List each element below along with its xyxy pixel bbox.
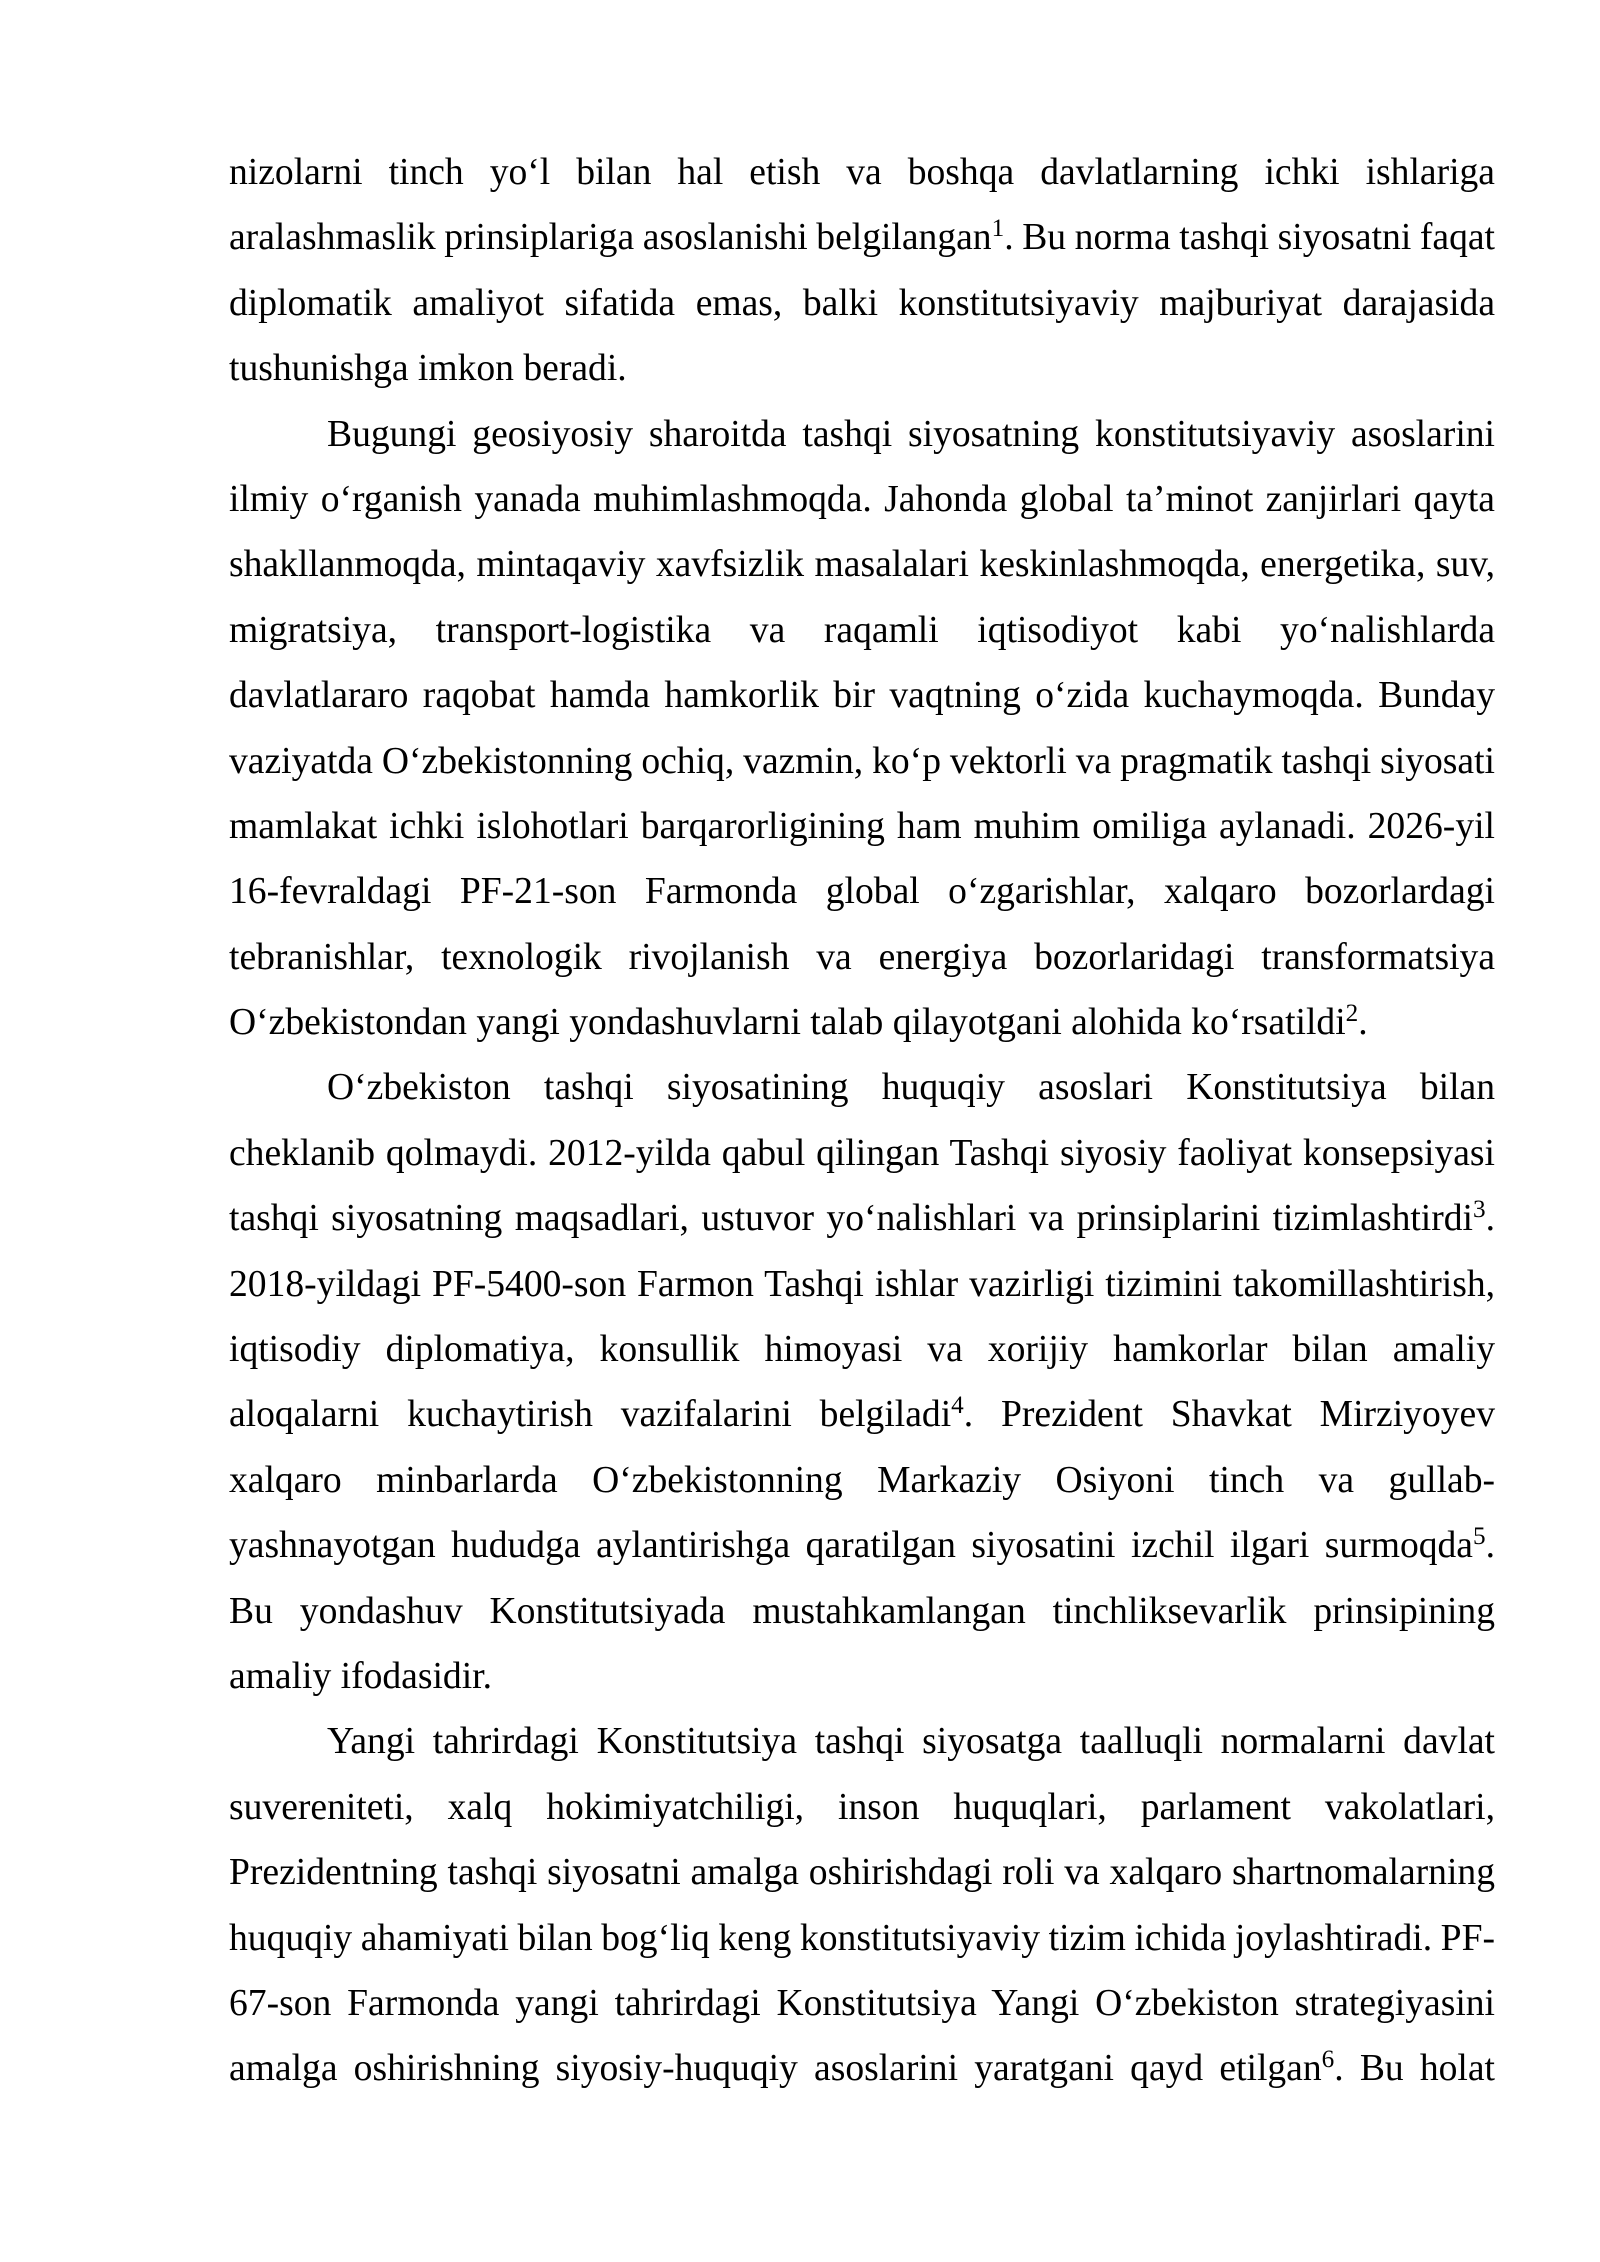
text-line <box>229 1252 1495 1317</box>
text-run: . <box>1358 1002 1368 1044</box>
text-line-content: tebranishlar, texnologik rivojlanish va energiya bozorlaridagi transformatsiya <box>229 936 1495 978</box>
text-line-content: Bu yondashuv Konstitutsiyada mustahkamlangan tinchliksevarlik prinsipining <box>229 1590 1495 1632</box>
text-run: . Prezident Shavkat Mirziyoyev <box>963 1394 1495 1436</box>
text-line <box>229 1121 1495 1186</box>
text-line <box>229 532 1495 597</box>
text-run: . <box>1485 1198 1495 1240</box>
text-line <box>229 1709 1495 1774</box>
text-line <box>229 598 1495 663</box>
text-line <box>229 2036 1495 2101</box>
paragraph <box>229 1709 1495 2101</box>
text-line <box>229 1579 1495 1644</box>
text-run: aloqalarni kuchaytirish vazifalarini belgiladi <box>229 1394 952 1436</box>
text-run: . <box>1485 1525 1495 1567</box>
text-line <box>229 467 1495 532</box>
text-line-content: Yangi tahrirdagi Konstitutsiya tashqi siyosatga taalluqli normalarni davlat <box>327 1721 1495 1763</box>
text-line-content: tushunishga imkon beradi. <box>229 348 627 390</box>
paragraph <box>229 402 1495 1056</box>
footnote-reference: 1 <box>991 215 1005 243</box>
footnote-reference: 6 <box>1321 2046 1335 2074</box>
text-line <box>229 1513 1495 1578</box>
text-line-content: O‘zbekiston tashqi siyosatining huquqiy asoslari Konstitutsiya bilan <box>327 1067 1495 1109</box>
text-line-content: 16-fevraldagi PF-21-son Farmonda global o‘zgarishlar, xalqaro bozorlardagi <box>229 871 1495 913</box>
text-line <box>229 1317 1495 1382</box>
text-line-content: migratsiya, transport-logistika va raqamli iqtisodiyot kabi yo‘nalishlarda <box>229 609 1495 651</box>
text-line <box>229 336 1495 401</box>
text-run: . Bu holat <box>1334 2048 1495 2090</box>
text-line-content: 67-son Farmonda yangi tahrirdagi Konstitutsiya Yangi O‘zbekiston strategiyasini <box>229 1982 1495 2024</box>
text-line-content <box>229 1394 1495 1435</box>
text-line <box>229 402 1495 467</box>
text-run: . Bu norma tashqi siyosatni faqat <box>1004 217 1495 259</box>
text-line <box>229 205 1495 270</box>
text-run: tashqi siyosatning maqsadlari, ustuvor yo‘nalishlari va prinsiplarini tizimlashtirdi <box>229 1198 1473 1240</box>
text-run: aralashmaslik prinsiplariga asoslanishi belgilangan <box>229 217 992 259</box>
text-line <box>229 1644 1495 1709</box>
text-line-content: xalqaro minbarlarda O‘zbekistonning Markaziy Osiyoni tinch va gullab- <box>229 1459 1495 1501</box>
text-line-content: vaziyatda O‘zbekistonning ochiq, vazmin, ko‘p vektorli va pragmatik tashqi siyosati <box>229 740 1495 782</box>
text-line <box>229 794 1495 859</box>
paragraph <box>229 1055 1495 1709</box>
text-line-content <box>229 2048 1495 2089</box>
text-line-content: 2018-yildagi PF-5400-son Farmon Tashqi ishlar vazirligi tizimini takomillashtirish, <box>229 1263 1495 1305</box>
text-line <box>229 271 1495 336</box>
text-line <box>229 1448 1495 1513</box>
text-run: O‘zbekistondan yangi yondashuvlarni talab qilayotgani alohida ko‘rsatildi <box>229 1002 1346 1044</box>
text-line-content: huquqiy ahamiyati bilan bog‘liq keng konstitutsiyaviy tizim ichida joylashtiradi. PF- <box>229 1917 1495 1959</box>
text-line-content: nizolarni tinch yo‘l bilan hal etish va boshqa davlatlarning ichki ishlariga <box>229 152 1495 193</box>
text-line-content <box>229 999 1368 1044</box>
text-line-content <box>229 1525 1495 1566</box>
text-line-content: diplomatik amaliyot sifatida emas, balki konstitutsiyaviy majburiyat darajasida <box>229 282 1495 324</box>
text-line <box>229 1906 1495 1971</box>
text-line-content: davlatlararo raqobat hamda hamkorlik bir vaqtning o‘zida kuchaymoqda. Bunday <box>229 675 1495 717</box>
text-line <box>229 663 1495 728</box>
text-line-content: cheklanib qolmaydi. 2012-yilda qabul qilingan Tashqi siyosiy faoliyat konsepsiyasi <box>229 1132 1495 1174</box>
footnote-reference: 4 <box>951 1392 964 1420</box>
text-run: amalga oshirishning siyosiy-huquqiy asoslarini yaratgani qayd etilgan <box>229 2048 1322 2090</box>
text-line-content: shakllanmoqda, mintaqaviy xavfsizlik masalalari keskinlashmoqda, energetika, suv, <box>229 544 1495 586</box>
text-line-content: ilmiy o‘rganish yanada muhimlashmoqda. Jahonda global ta’minot zanjirlari qayta <box>229 478 1495 520</box>
text-line <box>229 1971 1495 2036</box>
text-line-content: mamlakat ichki islohotlari barqarorligining ham muhim omiliga aylanadi. 2026-yil <box>229 805 1495 847</box>
text-line <box>229 1775 1495 1840</box>
document-body <box>229 140 1495 2102</box>
text-line <box>229 1840 1495 1905</box>
footnote-reference: 2 <box>1345 999 1359 1027</box>
text-run: yashnayotgan hududga aylantirishga qaratilgan siyosatini izchil ilgari surmoqda <box>229 1525 1473 1567</box>
text-line <box>229 859 1495 924</box>
footnote-reference: 5 <box>1473 1523 1486 1551</box>
text-line-content: Prezidentning tashqi siyosatni amalga oshirishdagi roli va xalqaro shartnomalarning <box>229 1852 1495 1894</box>
text-line <box>229 990 1495 1055</box>
text-line <box>229 729 1495 794</box>
text-line-content: iqtisodiy diplomatiya, konsullik himoyasi va xorijiy hamkorlar bilan amaliy <box>229 1329 1495 1371</box>
text-line <box>229 925 1495 990</box>
text-line <box>229 1055 1495 1120</box>
text-line <box>229 1186 1495 1251</box>
text-line-content: amaliy ifodasidir. <box>229 1655 492 1697</box>
paragraph <box>229 140 1495 402</box>
text-line-content: suvereniteti, xalq hokimiyatchiligi, inson huquqlari, parlament vakolatlari, <box>229 1786 1495 1828</box>
text-line <box>229 1382 1495 1447</box>
text-line-content: Bugungi geosiyosiy sharoitda tashqi siyosatning konstitutsiyaviy asoslarini <box>327 413 1495 455</box>
text-line <box>229 140 1495 205</box>
text-line-content <box>229 217 1495 258</box>
footnote-reference: 3 <box>1473 1196 1486 1224</box>
text-line-content <box>229 1198 1495 1239</box>
